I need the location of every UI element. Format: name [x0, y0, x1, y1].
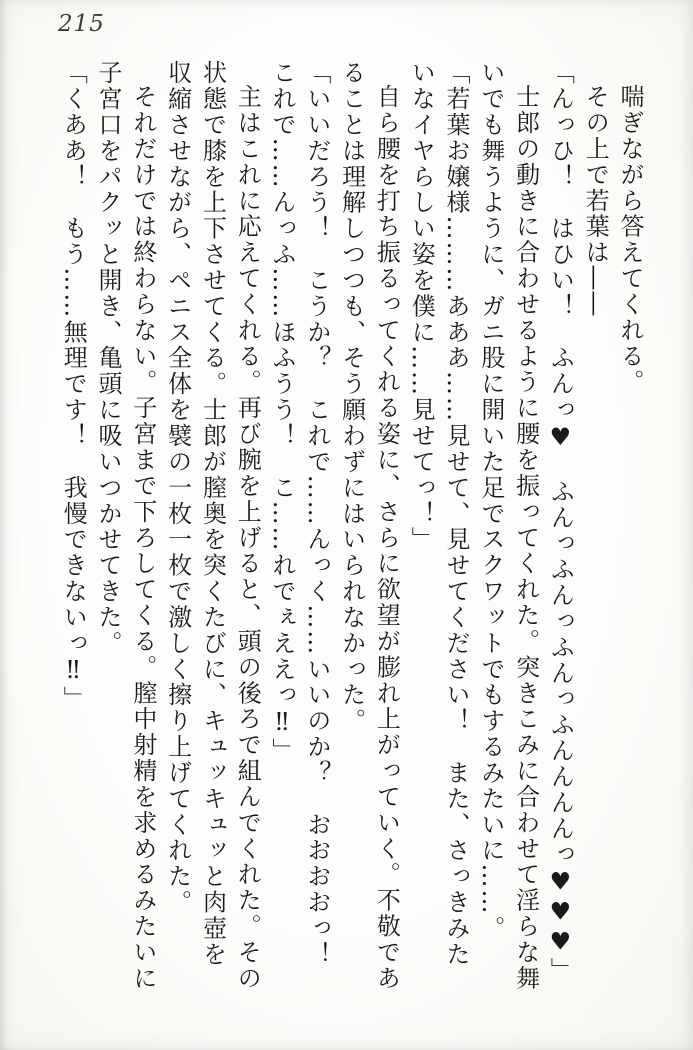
paragraph: 士郎の動きに合わせるように腰を振ってくれた。突きこみに合わせて淫らな舞いでも舞うように、ガニ股に開いた足でスクワットでもするみたいに……。 [476, 60, 540, 992]
paragraph: 「くああ！ もう……無理です！ 我慢できないっ‼」 [59, 60, 88, 712]
body-text [55, 60, 647, 992]
paragraph: その上で若葉は―― [581, 84, 610, 318]
paragraph: 「若葉お嬢様………あああ……見せて、見せてください！ また、さっきみたいなイヤらしい姿を僕に……見せてっ！」 [407, 60, 471, 968]
paragraph: 自ら腰を打ち振るってくれる姿に、さらに欲望が膨れ上がっていく。不敬であることは理解しつつも、そう願わずにはいられなかった。 [337, 60, 401, 992]
paragraph: それだけでは終わらない。子宮まで下ろしてくる。膣中射精を求めるみたいに子宮口をパクッと開き、亀頭に吸いつかせてきた。 [94, 60, 157, 992]
paragraph: 主はこれに応えてくれる。再び腕を上げると、頭の後ろで組んでくれた。その状態で膝を上下させてくる。士郎が膣奥を突くたびに、キュッキュッと肉壺を収縮させながら、ペニス全体を襞の一枚一枚で激しく擦り上げてくれた。 [163, 60, 262, 992]
paragraph: 喘ぎながら答えてくれる。 [616, 84, 644, 396]
page-edge-shading [0, 0, 10, 1050]
page-number: 215 [58, 11, 105, 37]
paragraph: 「いいだろう！ こうか？ これで……んっく……いいのか？ おおおおっ！ これで……んっふ……ほふうう！ こ……れでぇええっ‼」 [268, 60, 331, 994]
paragraph: 「んっひ！ はひい！ ふんっ♥ ふんっふんっふんっふんんんんっ♥♥♥」 [546, 60, 575, 984]
